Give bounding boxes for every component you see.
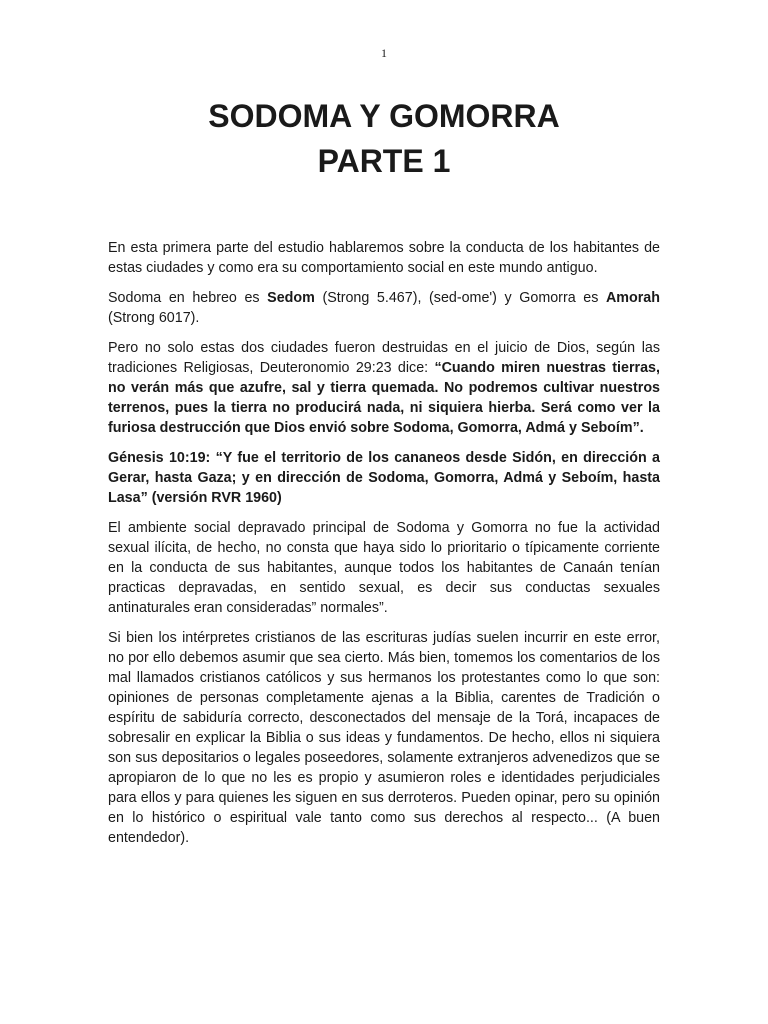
document-title xyxy=(0,94,768,184)
document-body xyxy=(108,238,660,858)
paragraph-deuteronomy xyxy=(108,338,660,438)
title-line-2: PARTE 1 xyxy=(317,143,451,179)
paragraph-genesis-quote: Génesis 10:19: “Y fue el territorio de los cananeos desde Sidón, en dirección a Gerar, hasta Gaza; y en dirección de Sodoma, Gomorra, Admá y Seboím, hasta Lasa” (versión RVR 1960) xyxy=(108,450,660,506)
paragraph-social-environment: El ambiente social depravado principal de Sodoma y Gomorra no fue la actividad sexual ilícita, de hecho, no consta que haya sido lo prioritario o típicamente corriente en la conducta de sus habitantes, aunque todos los habitantes de Canaán tenían practicas depravadas, en sentido sexual, es decir sus conductas sexuales antinaturales eran consideradas” normales”. xyxy=(108,520,660,616)
term-sedom: Sedom xyxy=(267,290,315,306)
page-number: 1 xyxy=(381,46,387,60)
etymology-text-3: (Strong 6017). xyxy=(108,310,200,326)
term-amorah: Amorah xyxy=(605,290,660,306)
deuteronomy-quote: “Cuando miren nuestras tierras, no verán más que azufre, sal y tierra quemada. No podremos cultivar nuestros terrenos, pues la tierra no producirá nada, ni siquiera hierba. Será como ver la furiosa destrucción que Dios envió sobre Sodoma, Gomorra, Admá y Seboím”. xyxy=(108,360,660,436)
paragraph-intro: En esta primera parte del estudio hablaremos sobre la conducta de los habitantes de estas ciudades y como era su comportamiento social en este mundo antiguo. xyxy=(108,240,660,276)
title-line-1: SODOMA Y GOMORRA xyxy=(208,98,560,134)
etymology-text-1: Sodoma en hebreo es xyxy=(108,290,268,306)
paragraph-etymology xyxy=(108,288,660,328)
paragraph-interpreters: Si bien los intérpretes cristianos de las escrituras judías suelen incurrir en este error, no por ello debemos asumir que sea cierto. Más bien, tomemos los comentarios de los mal llamados cristianos católicos y sus hermanos los protestantes como lo que son: opiniones de personas completamente ajenas a la Biblia, carentes de Tradición o espíritu de sabiduría correcto, desconectados del mensaje de la Torá, incapaces de sobresalir en explicar la Biblia o sus ideas y fundamentos. De hecho, ellos ni siquiera son sus depositarios o legales poseedores, solamente extranjeros advenedizos que se apropiaron de lo que no les es propio y asumieron roles e identidades perjudiciales para ellos y para quienes les siguen en sus derroteros. Pueden opinar, pero su opinión en lo histórico o espiritual vale tanto como sus derechos al respecto... (A buen entendedor). xyxy=(108,630,660,846)
etymology-text-2: (Strong 5.467), (sed-ome') y Gomorra es xyxy=(314,290,606,306)
deuteronomy-intro: Pero no solo estas dos ciudades fueron destruidas en el juicio de Dios, según las tradiciones Religiosas, Deuteronomio 29:23 dice: xyxy=(108,340,660,376)
